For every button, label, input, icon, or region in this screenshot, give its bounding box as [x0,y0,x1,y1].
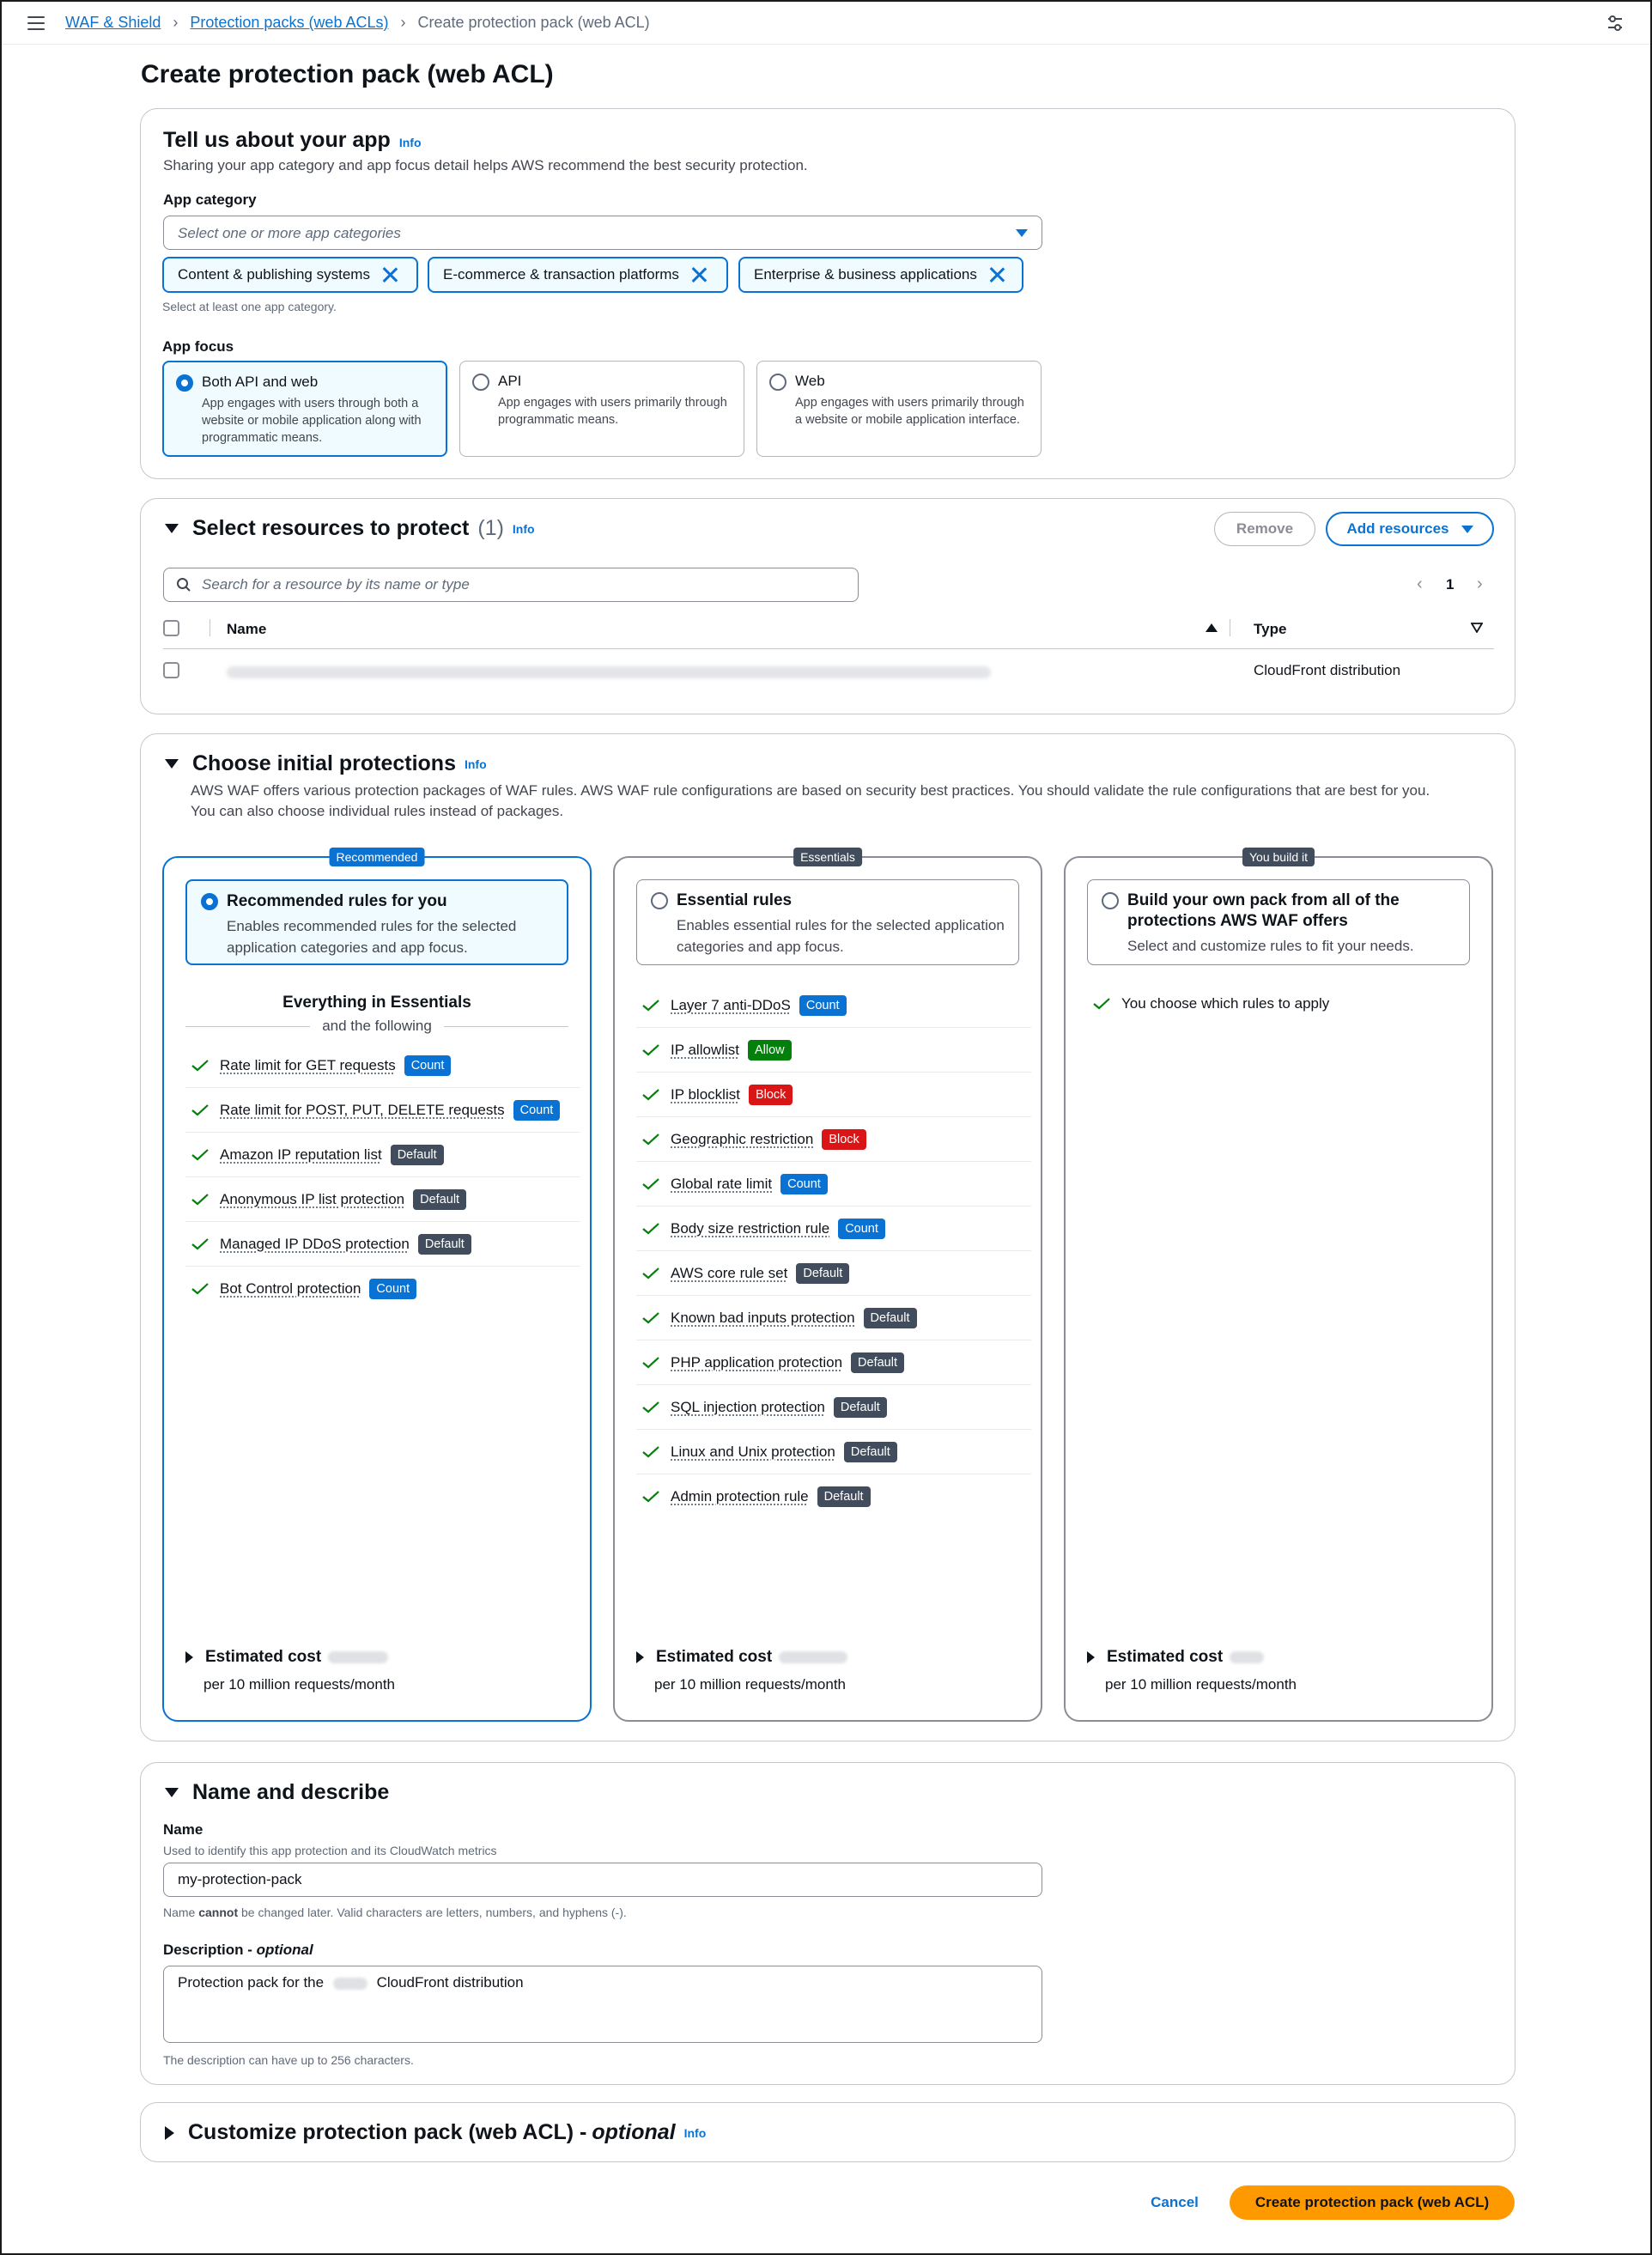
essentials-package[interactable] [613,850,1042,1722]
remove-token-icon[interactable] [379,264,401,286]
rule-row [185,1222,580,1267]
token-label: E-commerce & transaction platforms [443,266,679,283]
category-token [738,257,1023,293]
app-section-title: Tell us about your app [163,128,391,152]
name-note [163,1906,627,1919]
recommended-package[interactable] [162,850,592,1722]
checkmark-icon [641,1491,660,1503]
rule-row [185,1133,580,1177]
per-requests-label: per 10 million requests/month [203,1676,396,1693]
focus-option-title: API [498,373,522,389]
cancel-button[interactable]: Cancel [1151,2194,1199,2210]
rule-name[interactable]: Known bad inputs protection [671,1309,855,1326]
rule-row [636,1474,1031,1519]
caret-down-icon[interactable] [165,524,179,533]
rule-row [636,1073,1031,1117]
focus-option-desc: App engages with users primarily through a website or mobile application interface. [795,396,1024,427]
rule-action-badge: Count [838,1219,885,1239]
rule-row [185,1267,580,1311]
breadcrumb-protection-packs[interactable]: Protection packs (web ACLs) [190,14,389,31]
rule-row [185,1043,580,1088]
category-hint: Select at least one app category. [162,300,337,313]
name-note-bold: cannot [198,1906,239,1919]
redacted-text [333,1978,367,1990]
redacted-resource-name [227,666,991,678]
rule-action-badge: Count [780,1174,828,1194]
rule-row [636,1430,1031,1474]
card-title: Essential rules [677,891,793,909]
preferences-icon[interactable] [1606,14,1625,33]
app-category-label: App category [163,191,257,208]
resources-panel [140,498,1515,714]
checkmark-icon [641,1044,660,1056]
search-placeholder: Search for a resource by its name or type [202,576,470,593]
estimated-cost-label: Estimated cost [1107,1648,1224,1666]
estimated-cost-label: Estimated cost [656,1648,773,1666]
rule-action-badge: Default [796,1263,849,1284]
resources-info-link[interactable]: Info [512,521,535,536]
per-requests-label: per 10 million requests/month [654,1676,847,1693]
name-input[interactable] [163,1863,1042,1897]
card-title: Recommended rules for you [227,892,447,910]
card-title: Build your own pack from all of the protections AWS WAF offers [1127,891,1400,930]
focus-option-title: Web [795,373,825,389]
description-label-text: Description - [163,1942,257,1958]
rule-row [636,1385,1031,1430]
chevron-right-icon: › [400,14,406,31]
rule-row [636,1117,1031,1162]
rule-name[interactable]: Admin protection rule [671,1488,809,1504]
rule-name[interactable]: PHP application protection [671,1353,843,1371]
focus-option-both[interactable] [162,361,447,457]
everything-in-essentials: Everything in Essentials [282,994,471,1012]
rule-row [636,1251,1031,1296]
radio-unselected[interactable] [651,892,668,909]
token-label: Content & publishing systems [178,266,370,283]
and-the-following [164,1018,590,1035]
caret-right-icon [185,1651,193,1663]
rule-name[interactable]: Geographic restriction [671,1130,814,1147]
checkmark-icon [641,1223,660,1235]
select-all-checkbox[interactable] [163,620,179,636]
rule-row [185,1088,580,1133]
rule-row [636,1296,1031,1340]
name-label: Name [163,1821,203,1838]
caret-right-icon [636,1651,644,1663]
caret-down-icon[interactable] [165,759,179,769]
checkmark-icon [641,1178,660,1190]
optional-label: optional [256,1942,313,1958]
add-resources-label: Add resources [1346,520,1449,537]
rule-action-badge: Count [799,995,847,1016]
rule-name[interactable]: Linux and Unix protection [671,1443,835,1460]
and-the-following-text: and the following [310,1018,444,1034]
row-checkbox[interactable] [163,662,179,678]
rule-row [636,983,1031,1028]
essentials-card[interactable] [636,879,1019,965]
rule-name[interactable]: Rate limit for GET requests [220,1056,396,1073]
protections-description-1: AWS WAF offers various protection packages of WAF rules. AWS WAF rule configurations are based on security best practices. You should validate the rule configurations that are best for you. [191,782,1430,799]
description-label [163,1942,313,1959]
name-note-post: be changed later. Valid characters are letters, numbers, and hyphens (-). [238,1906,627,1919]
focus-option-desc: App engages with users through both a website or mobile application along with programmatic means. [202,397,422,445]
rule-name[interactable]: Rate limit for POST, PUT, DELETE requests [220,1101,505,1118]
card-desc: Enables recommended rules for the selected application categories and app focus. [227,918,517,956]
description-note: The description can have up to 256 characters. [163,2053,414,2067]
remove-button[interactable]: Remove [1214,512,1315,546]
resources-count: (1) [477,516,504,540]
checkmark-icon [641,1446,660,1458]
description-value-post: CloudFront distribution [376,1974,524,1991]
per-requests-label: per 10 million requests/month [1105,1676,1297,1693]
rule-row [636,1162,1031,1207]
checkmark-icon [641,1357,660,1369]
recommended-card[interactable] [185,879,568,965]
customize-info-link[interactable]: Info [683,2125,707,2140]
redacted-cost [1230,1651,1264,1663]
column-header-name[interactable]: Name [227,621,267,637]
checkmark-icon [641,1267,660,1279]
rule-name[interactable]: Managed IP DDoS protection [220,1235,410,1252]
rule-name[interactable]: Body size restriction rule [671,1219,830,1237]
rule-action-badge: Block [822,1129,865,1150]
checkmark-icon [191,1194,210,1206]
build-your-own-package[interactable] [1064,850,1493,1722]
description-textarea[interactable] [163,1966,1042,2043]
caret-down-icon [1016,229,1028,237]
name-section-title: Name and describe [192,1780,390,1804]
rule-name[interactable]: Anonymous IP list protection [220,1190,405,1207]
card-desc: Enables essential rules for the selected application categories and app focus. [677,917,1005,955]
rule-row [636,1028,1031,1073]
recommended-pill: Recommended [330,848,425,866]
checkmark-icon [191,1149,210,1161]
rule-action-badge: Block [749,1085,793,1105]
estimated-cost-label: Estimated cost [205,1648,322,1666]
rule-name[interactable]: AWS core rule set [671,1264,788,1281]
essentials-pill: Essentials [793,848,862,866]
rule-action-badge: Default [418,1234,471,1255]
radio-selected[interactable] [201,893,218,910]
caret-right-icon [1087,1651,1095,1663]
focus-option-api[interactable] [459,361,744,457]
customize-title: Customize protection pack (web ACL) - [188,2120,587,2144]
create-button[interactable]: Create protection pack (web ACL) [1230,2185,1515,2220]
focus-option-title: Both API and web [202,374,319,390]
radio-unselected[interactable] [472,374,489,391]
table-header-divider [163,648,1494,649]
estimated-cost-toggle[interactable] [185,1648,388,1667]
rule-action-badge: Default [413,1189,466,1210]
rule-name[interactable]: IP allowlist [671,1041,739,1058]
rule-action-badge: Count [513,1100,561,1121]
name-describe-panel [140,1762,1515,2085]
rule-action-badge: Default [391,1145,444,1165]
next-page-icon[interactable]: › [1477,574,1483,593]
rule-row [636,1207,1031,1251]
previous-page-icon[interactable]: ‹ [1417,574,1423,593]
name-input-value: my-protection-pack [178,1871,302,1887]
rule-name[interactable]: Bot Control protection [220,1280,361,1297]
rule-row [636,1340,1031,1385]
resource-search-input[interactable] [163,568,859,602]
rule-name[interactable]: Amazon IP reputation list [220,1146,382,1163]
rule-name[interactable]: SQL injection protection [671,1398,825,1415]
search-icon [176,577,191,593]
rule-name[interactable]: Global rate limit [671,1175,773,1192]
remove-token-icon[interactable] [986,264,1008,286]
remove-token-icon[interactable] [688,264,710,286]
app-section-description: Sharing your app category and app focus detail helps AWS recommend the best security protection. [163,157,808,173]
chevron-right-icon: › [173,14,179,31]
caret-right-icon[interactable] [165,2126,174,2140]
caret-down-icon[interactable] [165,1788,179,1797]
app-focus-label: App focus [162,338,234,355]
radio-unselected[interactable] [1102,892,1119,909]
rule-row [185,1177,580,1222]
radio-unselected[interactable] [769,374,787,391]
redacted-cost [328,1651,388,1663]
checkmark-icon [191,1283,210,1295]
checkmark-icon [191,1104,210,1116]
breadcrumb-current: Create protection pack (web ACL) [417,14,650,31]
rule-action-badge: Count [404,1055,452,1076]
app-category-select[interactable] [163,216,1042,250]
checkmark-icon [191,1060,210,1072]
add-resources-button[interactable] [1326,512,1494,546]
rule-action-badge: Default [834,1397,887,1418]
checkmark-icon [641,1089,660,1101]
focus-option-desc: App engages with users primarily through programmatic means. [498,396,727,427]
build-it-pill: You build it [1242,848,1315,866]
app-info-link[interactable]: Info [398,136,422,149]
redacted-cost [779,1651,847,1663]
focus-option-web[interactable] [756,361,1042,457]
rule-action-badge: Default [864,1308,917,1328]
token-label: Enterprise & business applications [754,266,977,283]
filter-sort-icon[interactable] [1471,623,1483,633]
checkmark-icon [641,1312,660,1324]
sort-ascending-icon[interactable] [1206,623,1218,632]
rule-action-badge: Count [369,1279,416,1299]
customize-optional: optional [592,2120,676,2144]
choose-rules-text: You choose which rules to apply [1121,995,1330,1012]
estimated-cost-toggle[interactable] [636,1648,847,1667]
description-value-pre: Protection pack for the [178,1974,325,1991]
rule-name[interactable]: Layer 7 anti-DDoS [671,996,791,1013]
top-navigation-bar [2,2,1650,45]
checkmark-icon [641,1401,660,1413]
app-category-placeholder: Select one or more app categories [178,225,401,241]
resources-title: Select resources to protect [192,516,470,540]
rule-action-badge: Default [817,1486,871,1507]
rule-name[interactable]: IP blocklist [671,1085,740,1103]
rule-action-badge: Allow [748,1040,792,1061]
customize-panel[interactable] [140,2102,1515,2162]
column-header-type[interactable]: Type [1254,621,1287,637]
checkmark-icon [1092,998,1111,1010]
page-title: Create protection pack (web ACL) [141,60,554,88]
checkmark-icon [191,1238,210,1250]
rule-action-badge: Default [844,1442,897,1462]
caret-down-icon [1461,526,1473,533]
protections-description-2: You can also choose individual rules instead of packages. [191,803,564,819]
name-hint: Used to identify this app protection and its CloudWatch metrics [163,1844,497,1857]
category-token [162,257,418,293]
choose-rules-row [1087,995,1329,1012]
breadcrumb-waf-shield[interactable]: WAF & Shield [65,14,161,31]
estimated-cost-toggle[interactable] [1087,1648,1264,1667]
radio-selected[interactable] [176,374,193,392]
resource-type-cell: CloudFront distribution [1254,662,1401,678]
menu-icon[interactable] [27,16,45,30]
checkmark-icon [641,1000,660,1012]
card-desc: Select and customize rules to fit your needs. [1127,938,1414,954]
build-your-own-card[interactable] [1087,879,1470,965]
page-number[interactable]: 1 [1446,576,1455,593]
protections-title: Choose initial protections [192,751,456,775]
name-note-pre: Name [163,1906,199,1919]
category-token [428,257,728,293]
protections-info-link[interactable]: Info [464,757,487,771]
checkmark-icon [641,1134,660,1146]
rule-action-badge: Default [851,1352,904,1373]
